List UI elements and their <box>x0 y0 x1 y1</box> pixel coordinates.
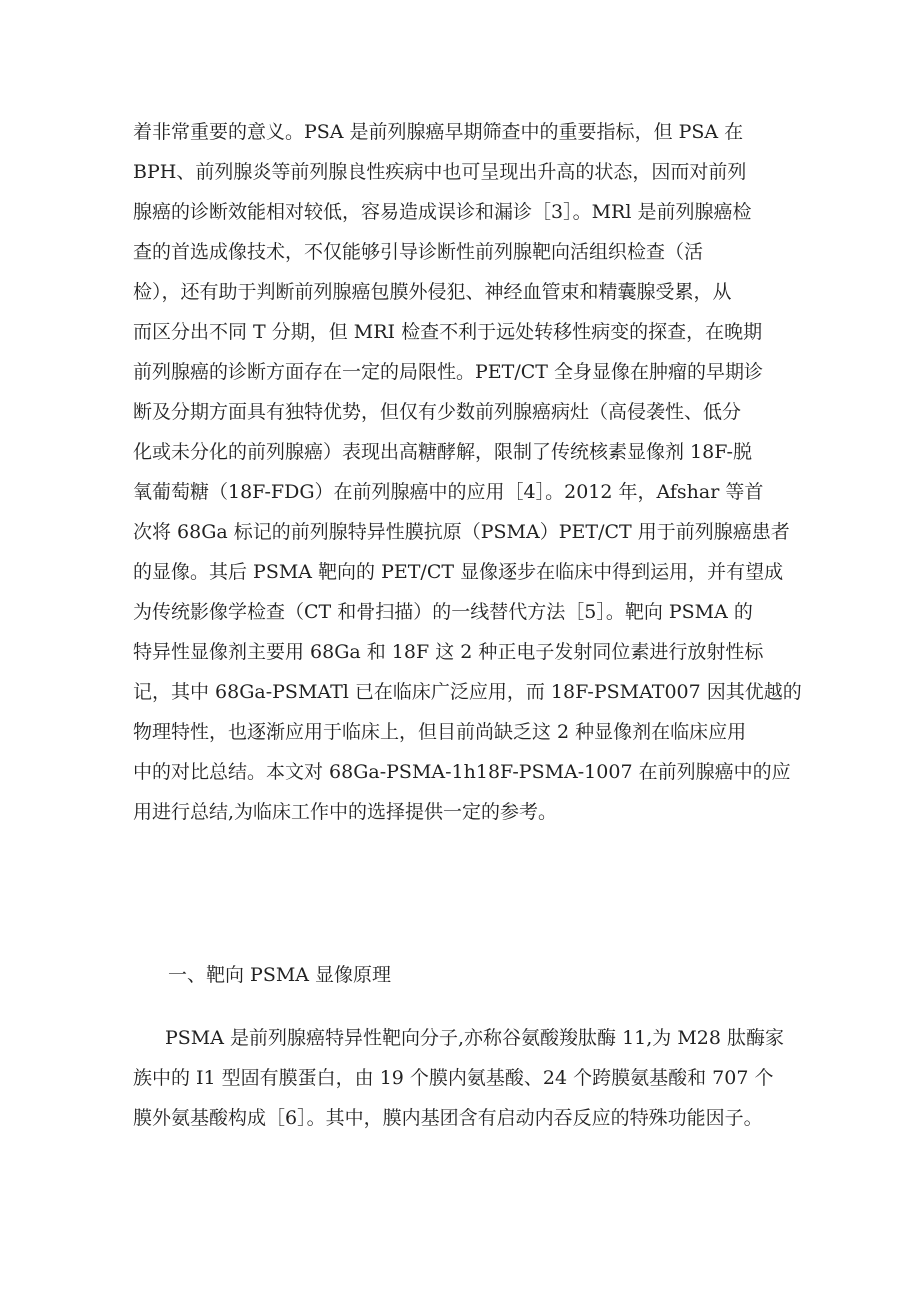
section-heading: 一、靶向 PSMA 显像原理 <box>168 964 392 986</box>
text-line: 氧葡萄糖（18F-FDG）在前列腺癌中的应用［4］。2012 年，Afshar 等首 <box>133 481 764 503</box>
text-line: 族中的 I1 型固有膜蛋白，由 19 个膜内氨基酸、24 个跨膜氨基酸和 707 个 <box>133 1067 774 1089</box>
text-line: 腺癌的诊断效能相对较低，容易造成误诊和漏诊［3］。MRl 是前列腺癌检 <box>133 201 752 223</box>
text-line: BPH、前列腺炎等前列腺良性疾病中也可呈现出升高的状态，因而对前列 <box>133 161 747 183</box>
paragraph-body-1 <box>133 112 802 832</box>
text-line: PSMA 是前列腺癌特异性靶向分子,亦称谷氨酸羧肽酶 11,为 M28 肽酶家 <box>165 1027 785 1049</box>
text-line: 记，其中 68Ga-PSMATl 已在临床广泛应用，而 18F-PSMAT007 因其优越的 <box>133 681 802 703</box>
text-line: 用进行总结,为临床工作中的选择提供一定的参考。 <box>133 801 558 823</box>
text-line: 前列腺癌的诊断方面存在一定的局限性。PET/CT 全身显像在肿瘤的早期诊 <box>133 361 763 383</box>
text-line: 特异性显像剂主要用 68Ga 和 18F 这 2 种正电子发射同位素进行放射性标 <box>133 641 764 663</box>
text-line: 次将 68Ga 标记的前列腺特异性膜抗原（PSMA）PET/CT 用于前列腺癌患者 <box>133 521 790 543</box>
text-line: 而区分出不同 T 分期，但 MRI 检查不利于远处转移性病变的探查，在晚期 <box>133 321 763 343</box>
text-line: 着非常重要的意义。PSA 是前列腺癌早期筛查中的重要指标，但 PSA 在 <box>133 121 744 143</box>
text-line: 中的对比总结。本文对 68Ga-PSMA-1h18F-PSMA-1007 在前列腺癌中的应 <box>133 761 791 783</box>
text-line: 化或未分化的前列腺癌）表现出高糖酵解，限制了传统核素显像剂 18F-脱 <box>133 441 752 463</box>
text-line: 膜外氨基酸构成［6］。其中，膜内基团含有启动内吞反应的特殊功能因子。 <box>133 1107 763 1129</box>
text-line: 查的首选成像技术，不仅能够引导诊断性前列腺靶向活组织检查（活 <box>133 241 704 263</box>
text-line: 为传统影像学检查（CT 和骨扫描）的一线替代方法［5］。靶向 PSMA 的 <box>133 601 753 623</box>
text-line: 检），还有助于判断前列腺癌包膜外侵犯、神经血管束和精囊腺受累，从 <box>133 281 732 303</box>
text-line: 的显像。其后 PSMA 靶向的 PET/CT 显像逐步在临床中得到运用，并有望成 <box>133 561 784 583</box>
text-line: 断及分期方面具有独特优势，但仅有少数前列腺癌病灶（高侵袭性、低分 <box>133 401 742 423</box>
text-line: 物理特性，也逐渐应用于临床上，但目前尚缺乏这 2 种显像剂在临床应用 <box>133 721 747 743</box>
paragraph-body-2 <box>165 1018 825 1058</box>
paragraph-body-2-cont <box>133 1058 793 1138</box>
